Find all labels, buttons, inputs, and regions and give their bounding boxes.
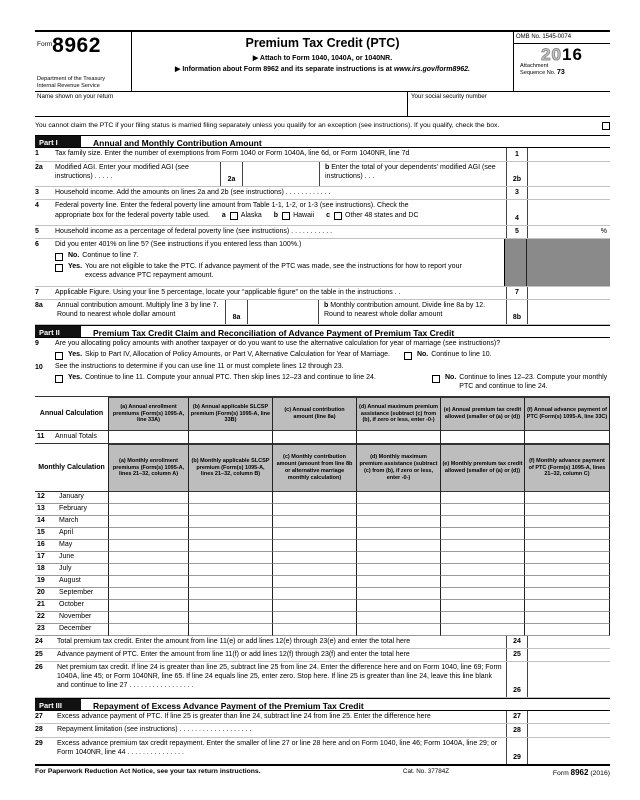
amount-cell[interactable] xyxy=(272,528,356,540)
percent-sign: % xyxy=(600,228,607,236)
married-filing-separately-checkbox[interactable] xyxy=(602,122,610,130)
line6-no-checkbox[interactable] xyxy=(55,253,63,261)
amount-cell[interactable] xyxy=(440,540,524,552)
line25-box-label: 25 xyxy=(506,649,528,661)
filing-status-notice xyxy=(35,117,610,135)
annual-col-f-header: (f) Annual advance payment of PTC (Form(s) 1095-A, line 33C) xyxy=(524,397,610,431)
annual-col-d-header: (d) Annual maximum premium assistance (subtract (c) from (b), if zero or less, enter -0-) xyxy=(356,397,440,431)
line9-label: Are you allocating policy amounts with another taxpayer or do you want to use the alternative calculation for year of marriage (see instructions)? xyxy=(55,340,501,347)
filing-status-text: You cannot claim the PTC if your filing status is married filing separately unless you qualify for an exception (see instructions). If you qualify, check the box. xyxy=(35,121,500,129)
amount-cell[interactable] xyxy=(440,624,524,636)
hawaii-label: Hawaii xyxy=(293,211,315,219)
amount-cell[interactable] xyxy=(188,552,272,564)
line9-number: 9 xyxy=(35,340,39,347)
attach-note: ▶ Attach to Form 1040, 1040A, or 1040NR. xyxy=(252,54,393,62)
alaska-label: Alaska xyxy=(240,211,262,219)
amount-cell[interactable] xyxy=(188,564,272,576)
line24-label: Total premium tax credit. Enter the amount from line 11(e) or add lines 12(e) through 23(e) and enter the total here xyxy=(57,638,411,645)
line9-no-checkbox[interactable] xyxy=(404,352,412,360)
info-note: ▶ Information about Form 8962 and its separate instructions is at www.irs.gov/form8962. xyxy=(175,66,470,74)
line6-row xyxy=(35,239,610,287)
line28-label: Repayment limitation (see instructions) . . . . . . . . . . . . . . . . . . . xyxy=(57,726,252,733)
name-input[interactable]: Name shown on your return xyxy=(37,93,114,100)
line25-number: 25 xyxy=(35,651,43,658)
other-states-checkbox[interactable] xyxy=(334,212,342,220)
amount-cell[interactable] xyxy=(108,600,188,612)
alaska-checkbox[interactable] xyxy=(230,212,238,220)
amount-cell[interactable] xyxy=(440,600,524,612)
amount-cell[interactable] xyxy=(356,552,440,564)
part3-badge: Part III xyxy=(35,699,81,710)
amount-cell[interactable] xyxy=(440,588,524,600)
amount-cell[interactable] xyxy=(272,576,356,588)
amount-cell[interactable] xyxy=(272,624,356,636)
line29-label: Excess advance premium tax credit repayment. Enter the smaller of line 27 or line 28 here and on Form 1040, line 46; Form 1040A, line 29; or Form 1040NR, line 44 . . . . . . . . . . . . . . . xyxy=(57,740,498,756)
line1-number: 1 xyxy=(35,150,39,157)
line8a-box-label: 8a xyxy=(226,300,248,324)
amount-cell[interactable] xyxy=(440,576,524,588)
line6-number: 6 xyxy=(35,241,39,248)
line24-entry[interactable] xyxy=(528,636,610,648)
line11-label: 11 Annual Totals xyxy=(35,431,108,444)
line1-label: Tax family size. Enter the number of exemptions from Form 1040 or Form 1040A, line 6d, or Form 1040NR, line 7d xyxy=(55,150,410,157)
line24-number: 24 xyxy=(35,638,43,645)
line26-box-label: 26 xyxy=(506,662,528,697)
line27-number: 27 xyxy=(35,713,43,720)
amount-cell[interactable] xyxy=(272,612,356,624)
amount-cell[interactable] xyxy=(108,540,188,552)
amount-cell[interactable] xyxy=(188,588,272,600)
line24-box-label: 24 xyxy=(506,636,528,648)
amount-cell[interactable] xyxy=(356,612,440,624)
line2a-box-label: 2a xyxy=(221,162,243,186)
line2b-label: b Enter the total of your dependents' modified AGI (see instructions) . . . xyxy=(325,164,496,180)
line5-label: Household income as a percentage of federal poverty line (see instructions) . . . . . . . . . . . xyxy=(55,228,333,235)
amount-cell[interactable] xyxy=(440,516,524,528)
line1-row xyxy=(35,148,610,162)
month-row-label: 20 September xyxy=(35,588,108,600)
monthly-col-f-header: (f) Monthly advance payment of PTC (Form(s) 1095-A, lines 21–32, column C) xyxy=(524,444,610,492)
amount-cell[interactable] xyxy=(356,504,440,516)
amount-cell[interactable] xyxy=(272,504,356,516)
line29-entry[interactable] xyxy=(528,738,610,764)
line11-cell-a[interactable] xyxy=(108,431,188,444)
amount-cell[interactable] xyxy=(440,492,524,504)
part1-badge: Part I xyxy=(35,136,81,147)
line28-number: 28 xyxy=(35,726,43,733)
amount-cell[interactable] xyxy=(524,588,610,600)
line8-row xyxy=(35,300,610,325)
line6-shaded-area xyxy=(504,239,610,286)
month-row-label: 18 July xyxy=(35,564,108,576)
annual-col-a-header: (a) Annual enrollment premiums (Form(s) 1095-A, line 33A) xyxy=(108,397,188,431)
amount-cell[interactable] xyxy=(524,552,610,564)
line2a-number: 2a xyxy=(35,164,43,171)
catalog-number: Cat. No. 37784Z xyxy=(402,768,450,775)
monthly-calculation-label: Monthly Calculation xyxy=(35,444,108,492)
form-number: 8962 xyxy=(52,34,101,57)
line5-row xyxy=(35,226,610,239)
line7-number: 7 xyxy=(35,289,39,296)
amount-cell[interactable] xyxy=(440,564,524,576)
monthly-col-e-header: (e) Monthly premium tax credit allowed (smaller of (a) or (d)) xyxy=(440,444,524,492)
amount-cell[interactable] xyxy=(188,576,272,588)
line3-entry[interactable] xyxy=(528,187,610,199)
amount-cell[interactable] xyxy=(440,612,524,624)
line8b-entry[interactable] xyxy=(528,300,610,324)
amount-cell[interactable] xyxy=(188,516,272,528)
line27-label: Excess advance payment of PTC. If line 25 is greater than line 24, subtract line 24 from line 25. Enter the difference here xyxy=(57,713,431,720)
line8b-label: b Monthly contribution amount. Divide line 8a by 12. Round to nearest whole dollar amount xyxy=(324,302,486,318)
amount-cell[interactable] xyxy=(108,588,188,600)
amount-cell[interactable] xyxy=(272,492,356,504)
ssn-input[interactable]: Your social security number xyxy=(407,92,610,116)
part1-title: Annual and Monthly Contribution Amount xyxy=(93,137,262,148)
calculation-table xyxy=(35,396,610,636)
line2-row xyxy=(35,162,610,187)
month-row-label: 14 March xyxy=(35,516,108,528)
line4-entry[interactable] xyxy=(528,200,610,225)
line26-entry[interactable] xyxy=(528,662,610,697)
month-row-label: 17 June xyxy=(35,552,108,564)
amount-cell[interactable] xyxy=(108,612,188,624)
line2b-box-label: 2b xyxy=(506,162,528,186)
line10-label: See the instructions to determine if you can use line 11 or must complete lines 12 through 23. xyxy=(55,363,344,370)
amount-cell[interactable] xyxy=(108,576,188,588)
amount-cell[interactable] xyxy=(108,492,188,504)
line11-cell-e[interactable] xyxy=(440,431,524,444)
line4-label: Federal poverty line. Enter the federal poverty line amount from Table 1-1, 1-2, or 1-3 (see instructions). Check the appropriate box for the federal poverty table used. a Alaska b Hawaii c Other 48 states and DC xyxy=(55,202,419,219)
amount-cell[interactable] xyxy=(440,504,524,516)
monthly-col-b-header: (b) Monthly applicable SLCSP premium (Form(s) 1095-A, lines 21–32, column B) xyxy=(188,444,272,492)
month-row-label: 13 February xyxy=(35,504,108,516)
form-footer xyxy=(35,764,610,778)
line7-label: Applicable Figure. Using your line 5 percentage, locate your “applicable figure” on the table in the instructions . . xyxy=(55,289,401,296)
amount-cell[interactable] xyxy=(356,624,440,636)
hawaii-checkbox[interactable] xyxy=(282,212,290,220)
amount-cell[interactable] xyxy=(440,552,524,564)
month-row-label: 12 January xyxy=(35,492,108,504)
irs-url: www.irs.gov/form8962. xyxy=(393,66,470,74)
line1-entry[interactable] xyxy=(528,148,610,161)
annual-calculation-label: Annual Calculation xyxy=(35,397,108,431)
line11-cell-f[interactable] xyxy=(524,431,610,444)
amount-cell[interactable] xyxy=(524,564,610,576)
attachment-sequence: Attachment Sequence No. 73 xyxy=(520,62,565,77)
month-row-label: 19 August xyxy=(35,576,108,588)
form-word: Form xyxy=(37,41,53,48)
line7-entry[interactable] xyxy=(528,287,610,299)
line29-number: 29 xyxy=(35,740,43,747)
line7-row xyxy=(35,287,610,300)
line3-row xyxy=(35,187,610,200)
line2b-entry[interactable] xyxy=(528,162,610,186)
month-row-label: 16 May xyxy=(35,540,108,552)
amount-cell[interactable] xyxy=(524,528,610,540)
part2-bar xyxy=(35,325,610,338)
line5-number: 5 xyxy=(35,228,39,235)
line10-row: 10 See the instructions to determine if you can use line 11 or must complete lines 12 through 23. Yes. Continue to line 11. Compute your annual PTC. Then skip lines 12–23 and continue to line 24. No. Continue to lines 12–23. Compute your monthly PTC and continue to line 24. xyxy=(35,362,610,396)
form-footer-id: Form 8962 (2016) xyxy=(552,768,610,777)
amount-cell[interactable] xyxy=(188,624,272,636)
form-title-block xyxy=(132,32,513,91)
form-title: Premium Tax Credit (PTC) xyxy=(245,36,400,50)
amount-cell[interactable] xyxy=(356,492,440,504)
line9-yes-checkbox[interactable] xyxy=(55,352,63,360)
line8a-entry[interactable] xyxy=(248,300,318,324)
line9-row: 9 Are you allocating policy amounts with another taxpayer or do you want to use the alternative calculation for year of marriage (see instructions)? Yes. Skip to Part IV, Allocation of Policy Amounts, or Part V, Alternative Calculation for Year of Marriage. No. Continue to line 10. xyxy=(35,338,610,362)
amount-cell[interactable] xyxy=(272,516,356,528)
amount-cell[interactable] xyxy=(272,600,356,612)
line6-yes-checkbox[interactable] xyxy=(55,264,63,272)
line2a-label: Modified AGI. Enter your modified AGI (see instructions) . . . . . xyxy=(55,164,189,180)
amount-cell[interactable] xyxy=(272,588,356,600)
amount-cell[interactable] xyxy=(108,624,188,636)
line2a-box xyxy=(220,162,320,186)
amount-cell[interactable] xyxy=(524,540,610,552)
amount-cell[interactable] xyxy=(272,564,356,576)
form-number-block xyxy=(35,32,132,91)
amount-cell[interactable] xyxy=(356,564,440,576)
line25-row xyxy=(35,649,610,662)
line11-cell-c[interactable] xyxy=(272,431,356,444)
line7-box-label: 7 xyxy=(506,287,528,299)
line11-cell-d[interactable] xyxy=(356,431,440,444)
line10-yes-checkbox[interactable] xyxy=(55,375,63,383)
part3-title: Repayment of Excess Advance Payment of the Premium Tax Credit xyxy=(93,700,364,711)
line8a-label: Annual contribution amount. Multiply line 3 by line 7. Round to nearest whole dollar amount xyxy=(57,302,219,318)
line26-label: Net premium tax credit. If line 24 is greater than line 25, subtract line 25 from line 24. Enter the difference here and on Form 1040, line 69; Form 1040A, line 45; or Form 1040NR, line 65. If line 24 equals line 25, enter zero. Stop here. If line 25 is greater than line 24, leave this line blank and continue to line 27 . . . . . . . . . . . . . . . . . xyxy=(57,664,502,689)
form-header xyxy=(35,30,610,92)
other-states-label: Other 48 states and DC xyxy=(345,211,419,219)
amount-cell[interactable] xyxy=(272,540,356,552)
amount-cell[interactable] xyxy=(108,516,188,528)
department-label: Department of the Treasury Internal Revenue Service xyxy=(37,76,106,89)
month-row-label: 23 December xyxy=(35,624,108,636)
tax-year: 2016 xyxy=(541,44,583,64)
month-row-label: 15 April xyxy=(35,528,108,540)
month-row-label: 21 October xyxy=(35,600,108,612)
line11-cell-b[interactable] xyxy=(188,431,272,444)
amount-cell[interactable] xyxy=(524,504,610,516)
line4-number: 4 xyxy=(35,202,39,209)
line4-box-label: 4 xyxy=(506,200,528,225)
omb-block xyxy=(513,32,610,91)
omb-number: OMB No. 1545-0074 xyxy=(514,32,610,44)
line2a-entry[interactable] xyxy=(243,162,319,186)
amount-cell[interactable] xyxy=(356,516,440,528)
amount-cell[interactable] xyxy=(524,624,610,636)
annual-col-e-header: (e) Annual premium tax credit allowed (smaller of (a) or (d)) xyxy=(440,397,524,431)
amount-cell[interactable] xyxy=(272,552,356,564)
part2-title: Premium Tax Credit Claim and Reconciliation of Advance Payment of Premium Tax Credit xyxy=(93,327,455,338)
line8b-box-label: 8b xyxy=(506,300,528,324)
line29-row xyxy=(35,738,610,764)
amount-cell[interactable] xyxy=(108,504,188,516)
amount-cell[interactable] xyxy=(356,528,440,540)
part3-bar xyxy=(35,698,610,711)
line4-row xyxy=(35,200,610,226)
line1-box-label: 1 xyxy=(506,148,528,161)
paperwork-notice: For Paperwork Reduction Act Notice, see your tax return instructions. xyxy=(35,768,261,775)
line27-entry[interactable] xyxy=(528,711,610,723)
line27-row xyxy=(35,711,610,724)
line3-number: 3 xyxy=(35,189,39,196)
line3-box-label: 3 xyxy=(506,187,528,199)
amount-cell[interactable] xyxy=(524,492,610,504)
annual-col-b-header: (b) Annual applicable SLCSP premium (Form(s) 1095-A, line 33B) xyxy=(188,397,272,431)
amount-cell[interactable] xyxy=(188,504,272,516)
amount-cell[interactable] xyxy=(188,612,272,624)
line5-entry[interactable] xyxy=(528,226,610,238)
amount-cell[interactable] xyxy=(188,600,272,612)
line24-row xyxy=(35,636,610,649)
name-ssn-row xyxy=(35,92,610,117)
line28-entry[interactable] xyxy=(528,724,610,737)
line28-row xyxy=(35,724,610,738)
line8a-box xyxy=(225,300,319,324)
line28-box-label: 28 xyxy=(506,724,528,737)
amount-cell[interactable] xyxy=(524,600,610,612)
month-row-label: 22 November xyxy=(35,612,108,624)
amount-cell[interactable] xyxy=(188,492,272,504)
line27-box-label: 27 xyxy=(506,711,528,723)
amount-cell[interactable] xyxy=(188,540,272,552)
line6-label: Did you enter 401% on line 5? (See instructions if you entered less than 100%.) No. Continue to line 7. Yes. You are not eligible to take the PTC. If advance payment of the PTC was made, see the instructions for how to report your excess advance PTC repayment amount. xyxy=(55,241,462,279)
line25-label: Advance payment of PTC. Enter the amount from line 11(f) or add lines 12(f) through 23(f) and enter the total here xyxy=(57,651,410,658)
amount-cell[interactable] xyxy=(108,552,188,564)
amount-cell[interactable] xyxy=(356,588,440,600)
amount-cell[interactable] xyxy=(108,564,188,576)
line29-box-label: 29 xyxy=(506,738,528,764)
monthly-col-a-header: (a) Monthly enrollment premiums (Form(s) 1095-A, lines 21–32, column A) xyxy=(108,444,188,492)
part1-bar xyxy=(35,135,610,148)
amount-cell[interactable] xyxy=(524,516,610,528)
annual-col-c-header: (c) Annual contribution amount (line 8a) xyxy=(272,397,356,431)
line26-row xyxy=(35,662,610,698)
amount-cell[interactable] xyxy=(356,600,440,612)
amount-cell[interactable] xyxy=(188,528,272,540)
line25-entry[interactable] xyxy=(528,649,610,661)
amount-cell[interactable] xyxy=(356,576,440,588)
line10-number: 10 xyxy=(35,364,43,371)
line3-label: Household income. Add the amounts on lines 2a and 2b (see instructions) . . . . . . . . . . . . xyxy=(55,189,331,196)
amount-cell[interactable] xyxy=(356,540,440,552)
line10-no-checkbox[interactable] xyxy=(432,375,440,383)
line8a-number: 8a xyxy=(35,302,43,309)
amount-cell[interactable] xyxy=(524,576,610,588)
amount-cell[interactable] xyxy=(108,528,188,540)
part2-badge: Part II xyxy=(35,326,81,337)
monthly-col-d-header: (d) Monthly maximum premium assistance (subtract (c) from (b), if zero or less, enter -0-) xyxy=(356,444,440,492)
monthly-col-c-header: (c) Monthly contribution amount (amount from line 8b or alternative marriage monthly calculation) xyxy=(272,444,356,492)
amount-cell[interactable] xyxy=(440,528,524,540)
amount-cell[interactable] xyxy=(524,612,610,624)
line26-number: 26 xyxy=(35,664,43,671)
line5-box-label: 5 xyxy=(506,226,528,238)
